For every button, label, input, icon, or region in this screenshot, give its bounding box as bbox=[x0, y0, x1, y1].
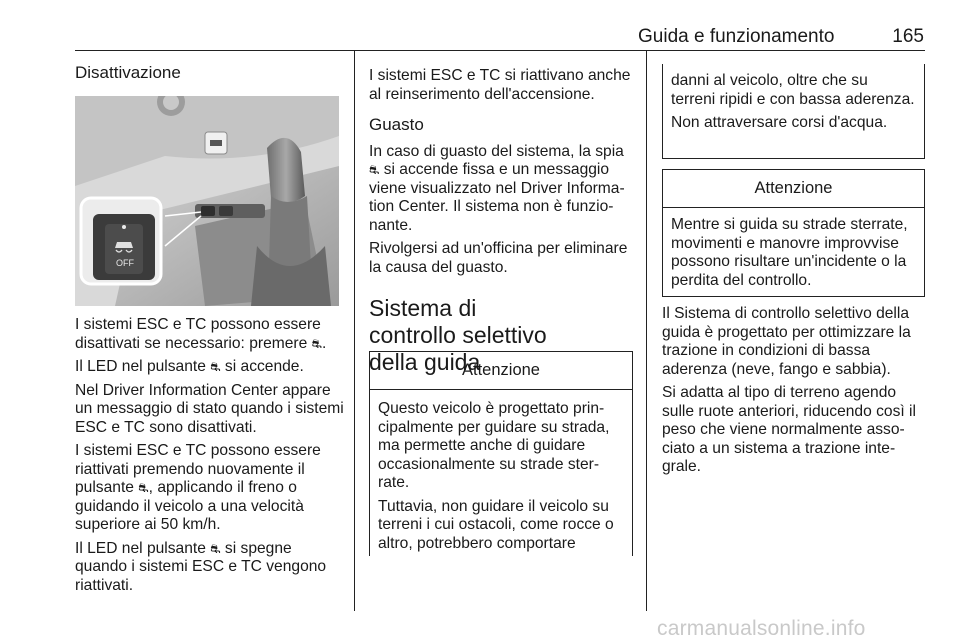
paragraph: Tuttavia, non guidare il veicolo su terreni i cui ostacoli, come rocce o altro, potrebbero comportare bbox=[378, 497, 614, 552]
esc-warning-icon: ⛐ bbox=[369, 163, 380, 177]
text: Il LED nel pulsante bbox=[75, 358, 211, 375]
page-title: Guida e funzionamento bbox=[638, 26, 835, 47]
paragraph: Questo veicolo è progettato prin-cipalmente per guidare su strada, ma permette anche di guidare occasionalmente su strade ster-rate. bbox=[378, 400, 610, 491]
column-divider-1 bbox=[354, 51, 355, 611]
paragraph bbox=[75, 540, 347, 596]
paragraph bbox=[75, 358, 347, 377]
gear-console-photo bbox=[75, 96, 339, 306]
text: Il LED nel pulsante bbox=[75, 539, 211, 557]
paragraph bbox=[75, 316, 347, 353]
esc-off-icon: ⛐ bbox=[210, 541, 221, 556]
text: si accende. bbox=[220, 358, 304, 375]
section-heading-guasto: Guasto bbox=[369, 115, 424, 134]
paragraph bbox=[369, 143, 633, 236]
watermark: carmanualsonline.info bbox=[657, 617, 866, 640]
esc-off-icon: ⛐ bbox=[311, 336, 322, 351]
warning-body bbox=[370, 390, 632, 553]
warning-title: Attenzione bbox=[663, 170, 924, 208]
page-number: 165 bbox=[892, 26, 924, 47]
paragraph: I sistemi ESC e TC si riattivano anche al reinserimento dell'accensione. bbox=[369, 67, 631, 103]
column-3-body bbox=[662, 305, 926, 482]
text: , applicando il freno o guidando il veicolo a una velocità superiore ai 50 km/h. bbox=[75, 479, 304, 533]
paragraph: Rivolgersi ad un'officina per eliminare la causa del guasto. bbox=[369, 240, 628, 276]
column-1 bbox=[75, 64, 343, 83]
warning-box-2 bbox=[662, 169, 925, 297]
warning-title: Attenzione bbox=[370, 352, 632, 390]
esc-off-icon: ⛐ bbox=[210, 360, 221, 374]
text: In caso di guasto del sistema, la spia bbox=[369, 142, 624, 160]
console-illustration bbox=[75, 96, 339, 306]
text: I sistemi ESC e TC possono essere disattivati se necessario: premere bbox=[75, 316, 321, 352]
text: si accende fissa e un messaggio viene visualizzato nel Driver Informa-tion Center. Il sistema non è funzio-nante. bbox=[369, 161, 625, 234]
section-heading-selective-control: Sistema di controllo selettivo della guida bbox=[369, 295, 547, 375]
warning-box-continued bbox=[662, 64, 925, 159]
warning-body bbox=[663, 64, 924, 133]
header-rule bbox=[75, 50, 925, 51]
text: . bbox=[321, 334, 327, 352]
paragraph: danni al veicolo, oltre che su terreni ripidi e con bassa aderenza. bbox=[671, 72, 915, 108]
warning-box bbox=[369, 351, 633, 556]
text: I sistemi ESC e TC possono essere riattivati premendo nuovamente il pulsante bbox=[75, 442, 321, 496]
column-1-body bbox=[75, 316, 347, 600]
text: si spegne quando i sistemi ESC e TC vengono riattivati. bbox=[75, 539, 327, 594]
column-2 bbox=[369, 67, 633, 376]
paragraph: Il Sistema di controllo selettivo della guida è progettato per ottimizzare la trazione in condizioni di bassa aderenza (neve, fango e sabbia). bbox=[662, 305, 911, 378]
text: Nel Driver Information Center appare un messaggio di stato quando i sistemi ESC e TC sono disattivati. bbox=[75, 381, 344, 436]
off-label: OFF bbox=[116, 258, 134, 268]
column-divider-2 bbox=[646, 51, 647, 611]
warning-body bbox=[663, 208, 924, 290]
esc-off-icon: ⛐ bbox=[138, 481, 149, 495]
paragraph: Non attraversare corsi d'acqua. bbox=[671, 114, 888, 131]
paragraph: Si adatta al tipo di terreno agendo sulle ruote anteriori, riducendo così il peso che viene normalmente asso-ciato a un sistema a trazione inte-grale. bbox=[662, 384, 916, 475]
paragraph: Mentre si guida su strade sterrate, movimenti e manovre improvvise possono risultare un'incidente o la perdita del controllo. bbox=[671, 216, 908, 289]
paragraph bbox=[75, 382, 347, 438]
section-heading-disattivazione: Disattivazione bbox=[75, 63, 181, 82]
paragraph bbox=[75, 442, 347, 535]
page-header bbox=[638, 26, 924, 50]
